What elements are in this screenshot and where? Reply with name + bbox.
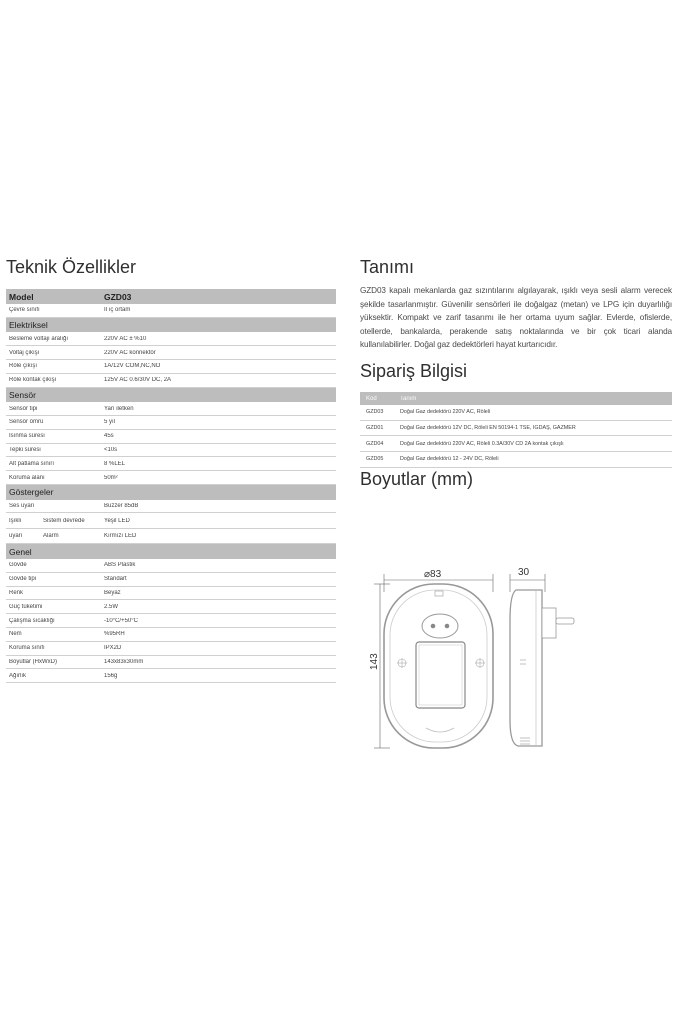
specs-title: Teknik Özellikler [6,257,137,277]
specs-row-value: 50m² [104,474,118,481]
specs-row-label: Alt patlama sınırı [9,460,55,467]
specs-row-label: Gövde tipi [9,576,37,583]
order-desc: Doğal Gaz dedektörü 12V DC, Röleli EN 50194-1 TSE, İGDAŞ, GAZMER [400,425,576,432]
specs-row-label: Ses uyarı [9,502,35,509]
specs-row [6,374,336,388]
order-header-row [360,392,672,405]
specs-row-label-main: uyarı [9,533,23,540]
specs-row-label: Sensör tipi [9,405,38,412]
order-row [360,405,672,421]
specs-row-value: ABS Plastik [104,562,136,569]
specs-row [6,669,336,683]
specs-row-label [6,518,104,524]
specs-row-value: 45s [104,433,114,440]
specs-row-label-main: Işıklı [9,517,22,524]
order-row [360,452,672,468]
order-col-code: Kod [366,395,377,402]
specs-row-value: Standart [104,576,127,583]
specs-row [6,600,336,614]
order-row [360,421,672,437]
specs-row [6,614,336,628]
specs-group-header: Sensör [6,388,336,403]
order-title: Sipariş Bilgisi [360,361,468,382]
order-desc: Doğal Gaz dedektörü 12 - 24V DC, Röleli [400,456,499,463]
product-info-section [360,256,672,490]
specs-row [6,332,336,346]
specs-row-value: II iç ortam [104,307,131,314]
specs-group-header: Elektriksel [6,318,336,333]
specs-row-label: Tepki süresi [9,446,41,453]
specs-table [6,289,336,683]
order-code: GZD04 [366,440,384,447]
specs-row-label: Nem [9,631,22,638]
side-view [510,590,574,746]
specs-header-label: Model [9,291,34,302]
specs-row-label: Ağırlık [9,672,27,679]
specs-row-label: Güç tüketimi [9,603,43,610]
specs-row-value: 8 %LEL [104,460,126,467]
dimensions-title: Boyutlar (mm) [360,468,474,489]
specs-row [6,642,336,656]
specs-row-label: Besleme voltajı aralığı [9,335,69,342]
specs-row-label: Koruma alanı [9,474,45,481]
specs-row-value: IPX2D [104,645,122,652]
order-code: GZD05 [366,456,384,463]
specs-row-label: Gövde [9,562,27,569]
specs-row-label: Isınma süresi [9,433,45,440]
specs-row [6,513,336,529]
dimension-drawing [360,560,590,760]
specs-row [6,444,336,458]
specs-row-value: 220V AC ± %10 [104,335,147,342]
description-text: GZD03 kapalı mekanlarda gaz sızıntılarını algılayarak, ışıklı veya sesli alarm verecek şekilde tasarlanmıştır. Güvenilir sensörleri ile doğalgaz (metan) ve LPG için duyarlılığı yüksektir. Kompakt ve zarif tasarımı ile her ortama uyum sağlar. Evlerde, ofislerde, otellerde, bankalarda, perakende satış noktalarında ve bir çok ticari alanda kullanılabilirler. Doğal gaz dedektörleri hayat kurtarıcıdır. [360,286,672,350]
width-label: ⌀83 [424,569,442,580]
specs-row-sublabel: Alarm [43,533,59,540]
specs-row [6,304,336,318]
specs-row-value: Kırmızı LED [104,533,137,540]
specs-row-value: 220V AC konnektör [104,349,156,356]
specs-row-value: 156g [104,672,118,679]
specs-row [6,346,336,360]
specs-row-value: 125V AC 0.6/30V DC, 2A [104,377,172,384]
technical-specs-section [6,256,336,683]
specs-row [6,587,336,601]
specs-row-value: 143x83x30mm [104,658,144,665]
specs-row [6,471,336,485]
order-code: GZD01 [366,425,384,432]
specs-row [6,559,336,573]
specs-row-value: 1A/12V COM,NC,NO [104,363,161,370]
specs-row-label: Koruma sınıfı [9,645,45,652]
specs-row [6,628,336,642]
order-col-desc: Tanım [400,395,417,402]
specs-group-header: Göstergeler [6,485,336,500]
height-label: 143 [369,653,380,670]
specs-row [6,416,336,430]
specs-row-label: Çevre sınıfı [9,307,40,314]
specs-row-label: Renk [9,589,24,596]
specs-row-label: Çalışma sıcaklığı [9,617,55,624]
specs-row-value: %95RH [104,631,125,638]
order-desc: Doğal Gaz dedektörü 220V AC, Röleli 0.3A/30V CD 2A kontak çıkışlı [400,440,564,447]
specs-row-value: 2.5W [104,603,119,610]
order-table [360,392,672,467]
depth-label: 30 [518,567,530,578]
specs-row [6,529,336,545]
specs-row-label: Sensör ömrü [9,419,44,426]
specs-row-value: Beyaz [104,589,121,596]
specs-row-label [6,533,104,539]
specs-row [6,360,336,374]
specs-row-value: -10°C/+50°C [104,617,138,624]
specs-row [6,500,336,514]
specs-header-row [6,289,336,304]
specs-header-value: GZD03 [104,291,132,302]
order-code: GZD03 [366,409,384,416]
front-view [384,584,493,748]
specs-group-header: Genel [6,544,336,559]
specs-row-value: Buzzer 85dB [104,502,139,509]
specs-row [6,656,336,670]
specs-row-sublabel: Sistem devrede [43,517,85,524]
order-desc: Doğal Gaz dedektörü 220V AC, Röleli [400,409,491,416]
specs-row [6,430,336,444]
specs-row [6,457,336,471]
specs-row-value: Yeşil LED [104,517,130,524]
specs-row-label: Boyutlar (HxWxD) [9,658,58,665]
order-row [360,436,672,452]
specs-row-label: Röle çıkışı [9,363,38,370]
specs-row-label: Voltaj çıkışı [9,349,40,356]
specs-row-label: Röle kontak çıkışı [9,377,57,384]
specs-row-value: <10s [104,446,118,453]
specs-row [6,402,336,416]
description-title: Tanımı [360,257,415,277]
specs-row-value: Yarı iletken [104,405,134,412]
specs-row [6,573,336,587]
specs-row-value: 5 yıl [104,419,116,426]
